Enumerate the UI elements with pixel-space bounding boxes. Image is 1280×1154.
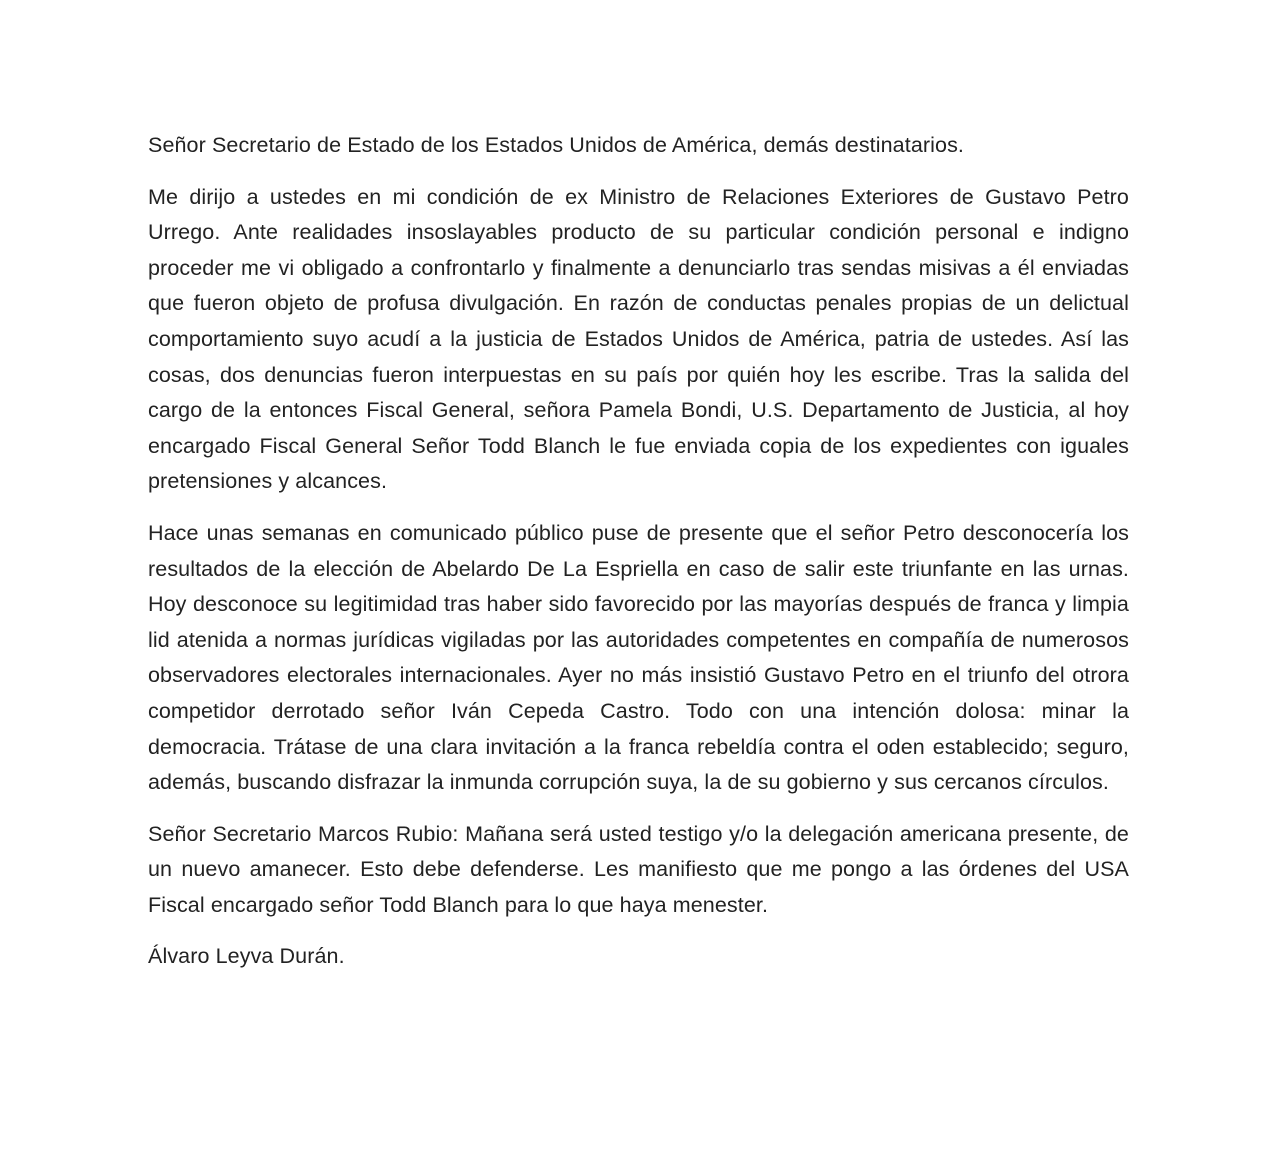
letter-signature: Álvaro Leyva Durán.	[148, 944, 345, 969]
letter-body	[148, 128, 1129, 991]
letter-paragraph-3: Señor Secretario Marcos Rubio: Mañana será usted testigo y/o la delegación americana presente, de un nuevo amanecer. Esto debe defenderse. Les manifiesto que me pongo a las órdenes del USA Fiscal encargado señor Todd Blanch para lo que haya menester.	[148, 821, 1129, 917]
letter-paragraph-2: Hace unas semanas en comunicado público puse de presente que el señor Petro desconocería los resultados de la elección de Abelardo De La Espriella en caso de salir este triunfante en las urnas. Hoy desconoce su legitimidad tras haber sido favorecido por las mayorías después de franca y limpia lid atenida a normas jurídicas vigiladas por las autoridades competentes en compañía de numerosos observadores electorales internacionales. Ayer no más insistió Gustavo Petro en el triunfo del otrora competidor derrotado señor Iván Cepeda Castro. Todo con una intención dolosa: minar la democracia. Trátase de una clara invitación a la franca rebeldía contra el oden establecido; seguro, además, buscando disfrazar la inmunda corrupción suya, la de su gobierno y sus cercanos círculos.	[148, 520, 1129, 795]
letter-greeting: Señor Secretario de Estado de los Estados Unidos de América, demás destinatarios.	[148, 133, 964, 157]
letter-paragraph-1: Me dirijo a ustedes en mi condición de ex Ministro de Relaciones Exteriores de Gustavo Petro Urrego. Ante realidades insoslayables producto de su particular condición personal e indigno proceder me vi obligado a confrontarlo y finalmente a denunciarlo tras sendas misivas a él enviadas que fueron objeto de profusa divulgación. En razón de conductas penales propias de un delictual comportamiento suyo acudí a la justicia de Estados Unidos de América, patria de ustedes. Así las cosas, dos denuncias fueron interpuestas en su país por quién hoy les escribe. Tras la salida del cargo de la entonces Fiscal General, señora Pamela Bondi, U.S. Departamento de Justicia, al hoy encargado Fiscal General Señor Todd Blanch le fue enviada copia de los expedientes con iguales pretensiones y alcances.	[148, 184, 1129, 494]
